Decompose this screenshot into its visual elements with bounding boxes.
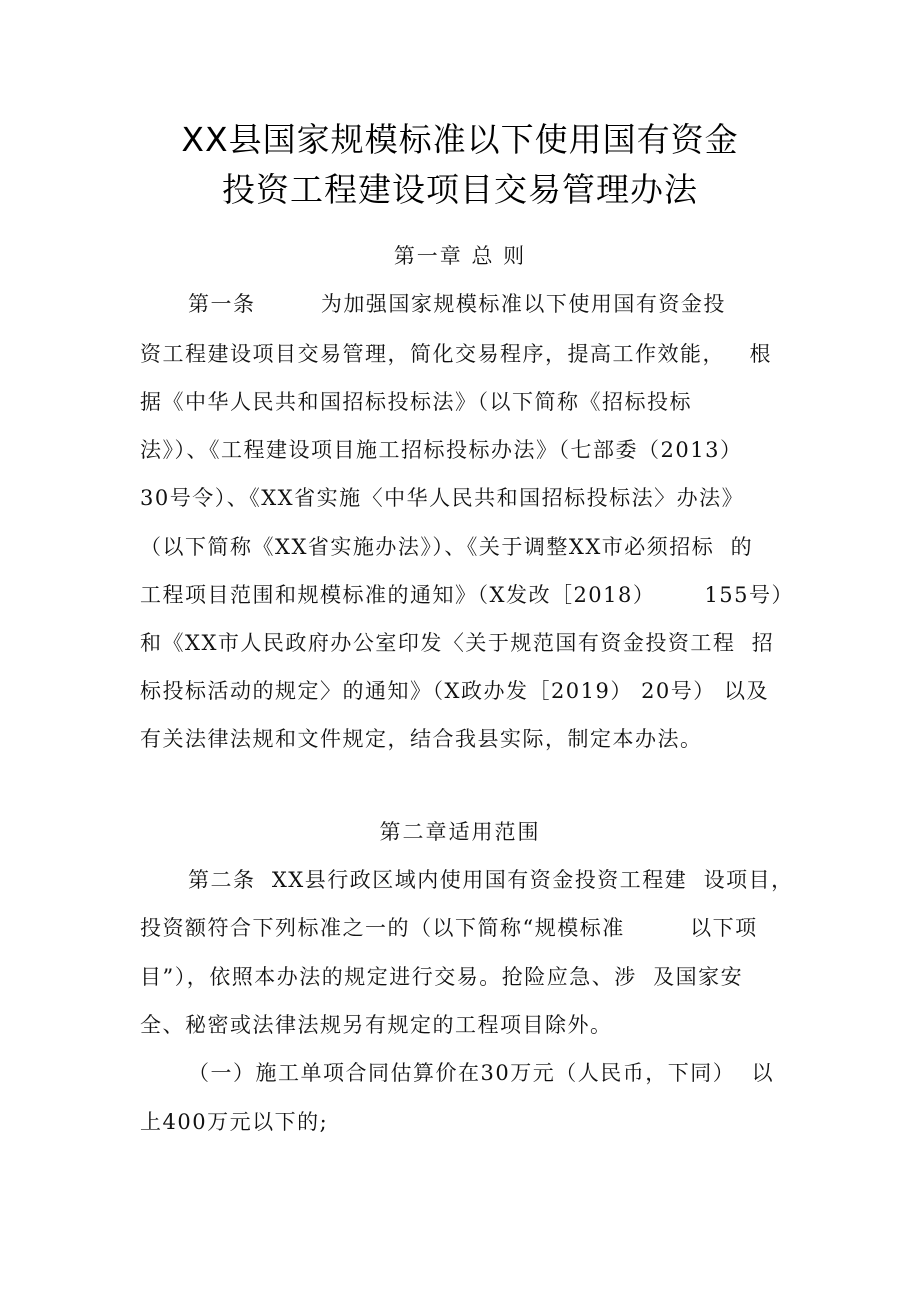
chapter-heading-1: 第一章 总 则 (393, 244, 527, 268)
article-1-line: 工程项目范围和规模标准的通知》（X发改［2018） 155号） (140, 583, 795, 607)
article-1-line: 第一条 为加强国家规模标准以下使用国有资金投 (188, 292, 726, 316)
article-2-line: 第二条 XX县行政区域内使用国有资金投资工程建 设项目， (188, 868, 794, 892)
article-1-line: 据《中华人民共和国招标投标法》（以下简称《招标投标 (140, 390, 692, 414)
article-2-line: 投资额符合下列标准之一的（以下简称“规模标准 以下项 (140, 916, 758, 940)
clause-item-line: （一）施工单项合同估算价在30万元（人民币，下同） 以 (188, 1061, 775, 1085)
article-1-line: 和《XX市人民政府办公室印发〈关于规范国有资金投资工程 招 (140, 631, 775, 655)
chapter-heading-2: 第二章适用范围 (379, 820, 541, 844)
article-2-line: 全、秘密或法律法规另有规定的工程项目除外。 (140, 1013, 613, 1037)
article-1-line: 法》）、《工程建设项目施工招标投标办法》（七部委（2013） (140, 438, 743, 462)
article-1-line: 30号令）、《XX省实施〈中华人民共和国招标投标法〉办法》 (140, 486, 745, 510)
clause-item-line: 上400万元以下的; (140, 1110, 329, 1134)
article-1-line: 资工程建设项目交易管理，简化交易程序，提高工作效能， 根 (140, 342, 773, 366)
article-1-line: 有关法律法规和文件规定，结合我县实际，制定本办法。 (140, 727, 703, 751)
article-2-line: 目”），依照本办法的规定进行交易。抢险应急、涉 及国家安 (140, 965, 744, 989)
article-1-line: 标投标活动的规定〉的通知》（X政办发［2019） 20号） 以及 (140, 679, 769, 703)
article-1-line: （以下简称《XX省实施办法》）、《关于调整XX市必须招标 的 (140, 535, 754, 559)
document-title-line-2: 投资工程建设项目交易管理办法 (222, 170, 698, 209)
document-title-line-1: XX县国家规模标准以下使用国有资金 (181, 120, 739, 159)
